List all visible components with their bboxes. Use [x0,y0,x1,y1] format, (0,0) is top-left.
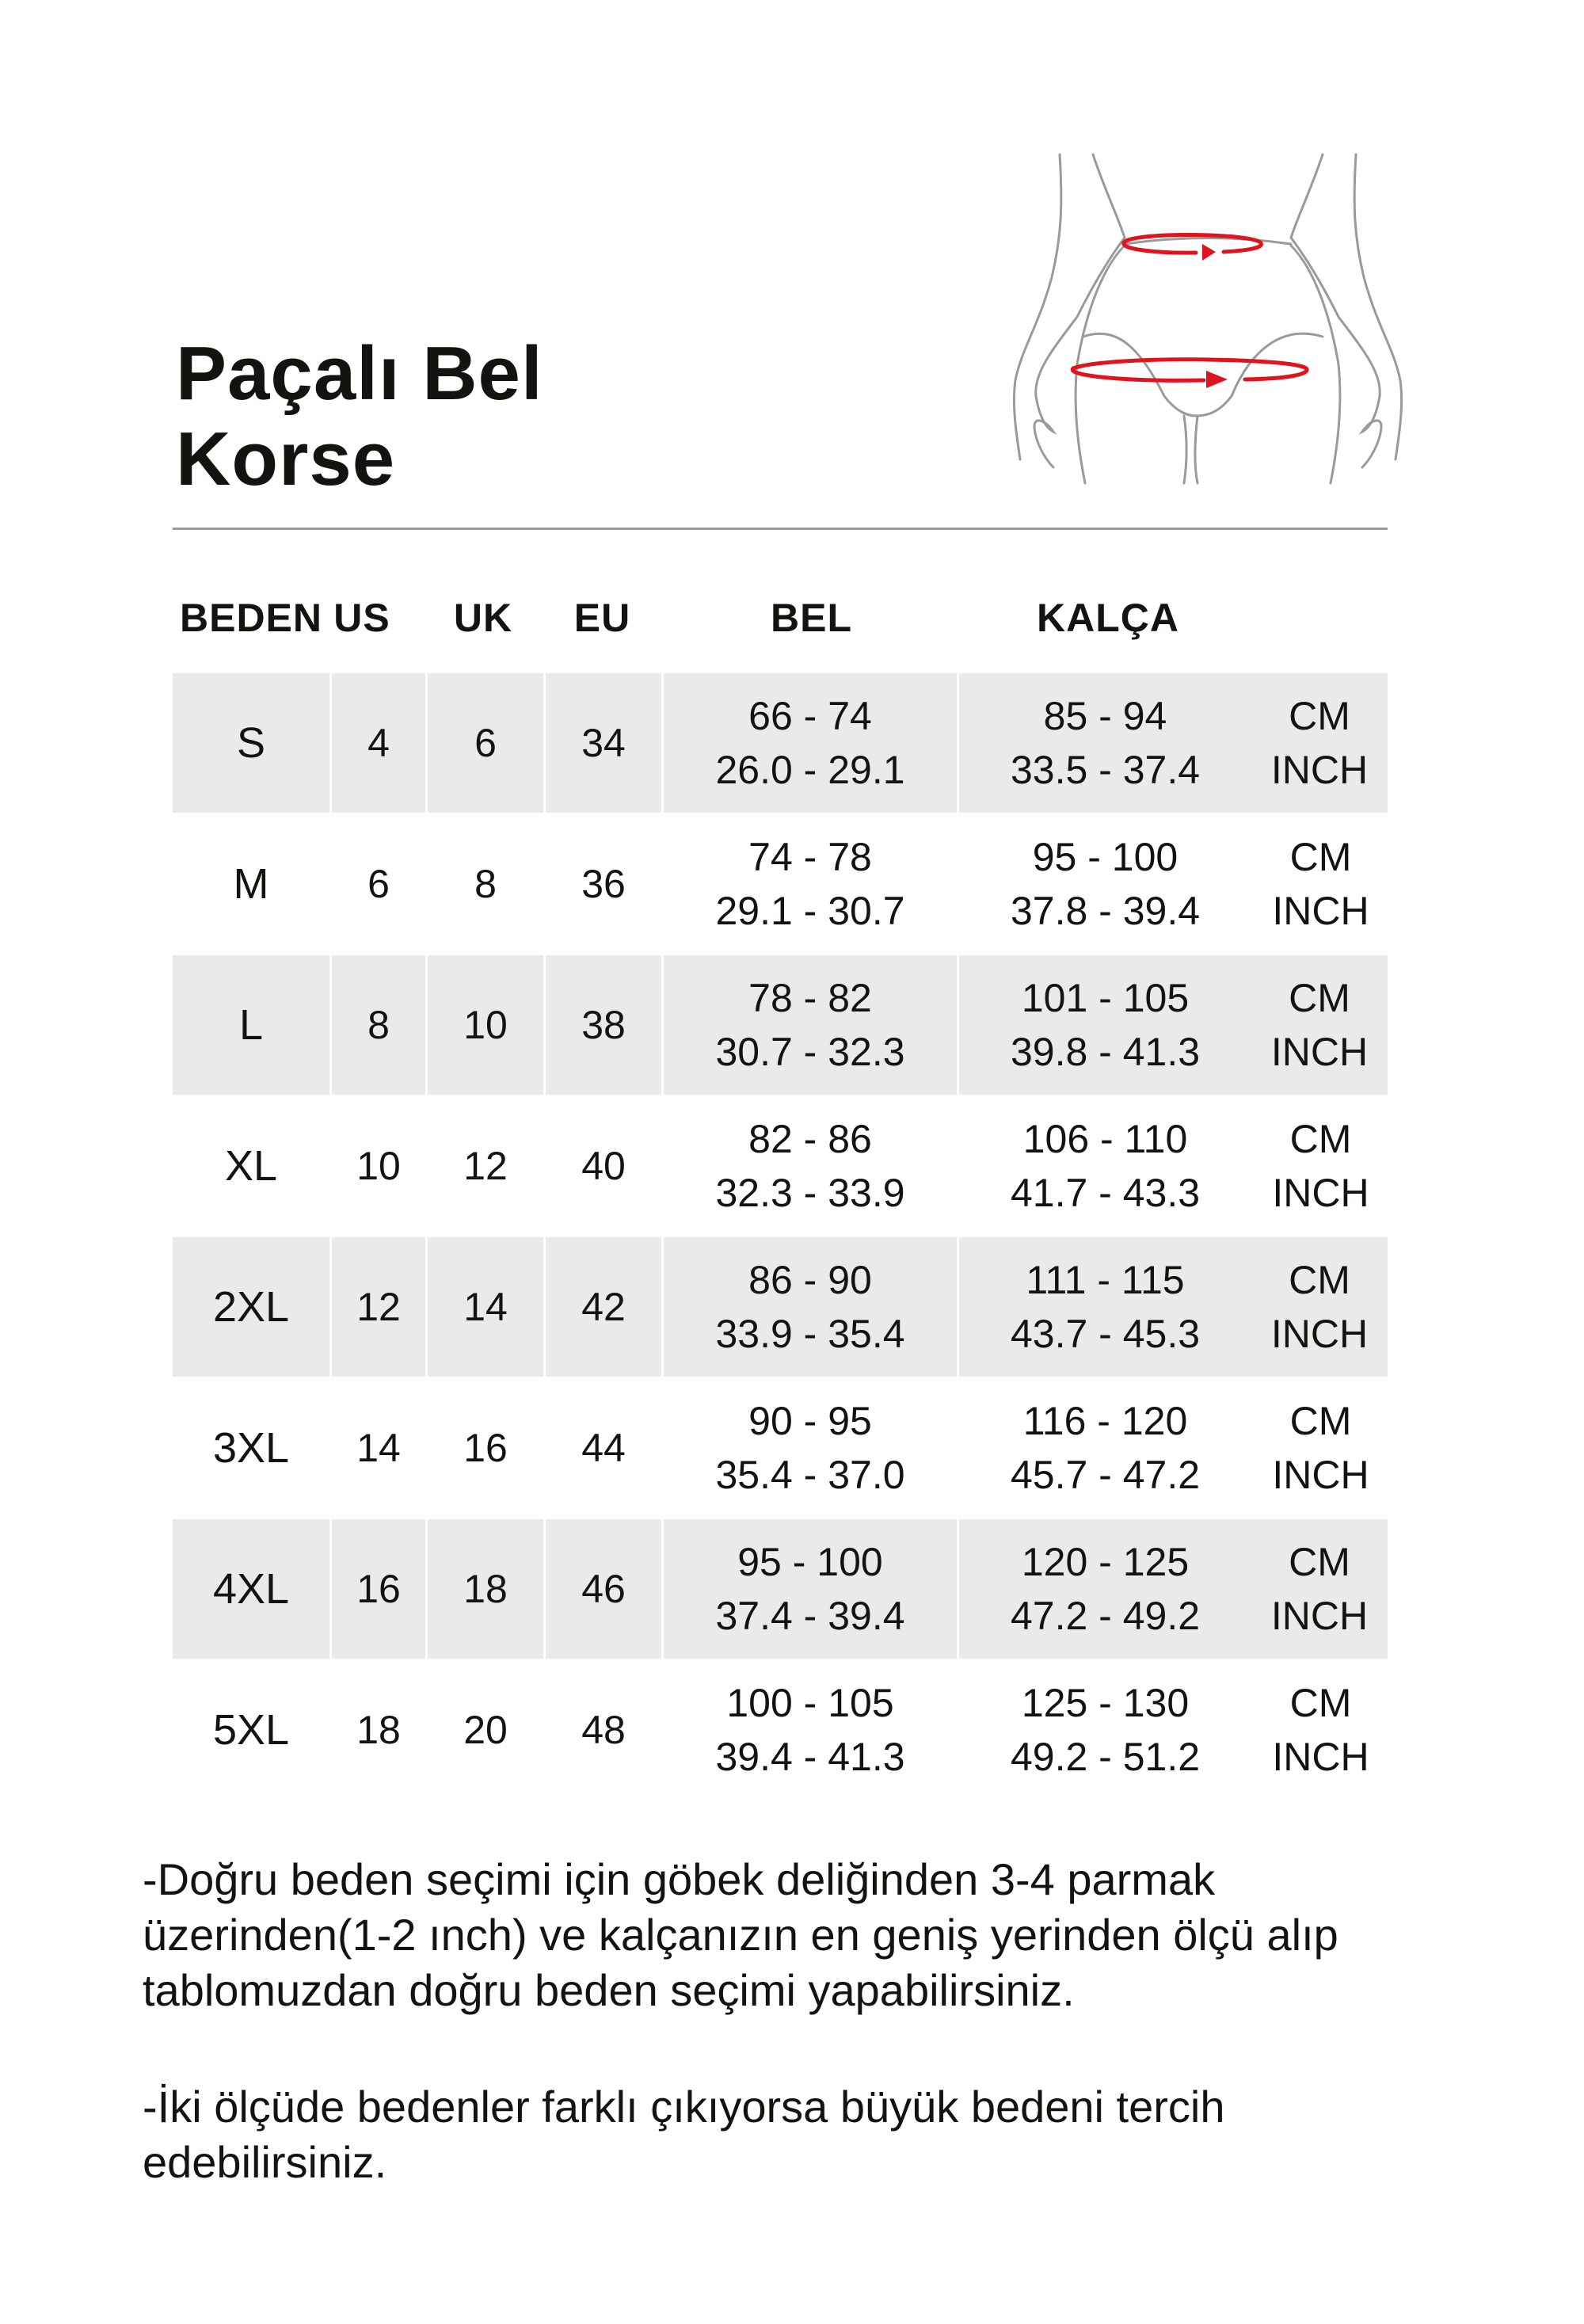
unit-inch: INCH [1270,1312,1369,1356]
us-cell [329,673,425,813]
hip-inch: 37.8 - 39.4 [1010,889,1201,933]
unit-cell [1251,1096,1388,1236]
uk-value: 16 [463,1426,508,1470]
unit-cm: CM [1289,1681,1352,1725]
header-uk: UK [453,596,513,640]
uk-cell [425,814,543,954]
unit-cm: CM [1289,976,1350,1020]
hip-cm: 95 - 100 [1032,835,1178,879]
size-cell [173,673,329,813]
us-cell [329,1660,425,1800]
unit-inch: INCH [1272,1735,1369,1779]
us-cell [329,1378,425,1518]
header-size: BEDEN [179,596,323,640]
size-value: 2XL [212,1283,290,1331]
hip-cm: 116 - 120 [1022,1399,1188,1443]
size-value: M [233,860,269,908]
size-cell [173,955,329,1095]
eu-cell [543,1378,661,1518]
title-line-1: Paçalı Bel [176,331,543,416]
uk-value: 10 [463,1003,508,1047]
size-table [173,673,1388,1801]
waist-cm: 78 - 82 [748,976,872,1020]
eu-value: 46 [581,1567,626,1611]
uk-value: 12 [463,1144,508,1188]
waist-cm: 90 - 95 [748,1399,872,1443]
waist-inch: 26.0 - 29.1 [715,748,905,792]
unit-inch: INCH [1272,889,1369,933]
uk-cell [425,1237,543,1377]
unit-cell [1251,1378,1388,1518]
hip-cell [957,1519,1251,1659]
waist-cm: 66 - 74 [748,694,872,738]
size-cell [173,1660,329,1800]
unit-cell [1251,814,1388,954]
waist-inch: 29.1 - 30.7 [715,889,905,933]
uk-cell [425,1519,543,1659]
waist-inch: 35.4 - 37.0 [715,1453,905,1497]
size-cell [173,814,329,954]
unit-cm: CM [1289,1540,1350,1584]
waist-inch: 33.9 - 35.4 [715,1312,905,1356]
sizing-note-larger-size: -İki ölçüde bedenler farklı çıkıyorsa büyük bedeni tercih edebilirsiniz. [143,2082,1225,2187]
table-row [173,1378,1388,1518]
eu-cell [543,1519,661,1659]
uk-cell [425,1660,543,1800]
us-value: 4 [367,721,390,765]
waist-inch: 30.7 - 32.3 [715,1030,905,1074]
unit-inch: INCH [1272,1171,1369,1215]
table-row [173,1660,1388,1800]
size-value: 5XL [212,1706,290,1754]
title-divider [173,528,1388,530]
us-value: 14 [356,1426,401,1470]
waist-inch: 37.4 - 39.4 [715,1594,905,1638]
hip-cell [957,1660,1251,1800]
hip-inch: 39.8 - 41.3 [1010,1030,1201,1074]
us-value: 8 [367,1003,390,1047]
uk-cell [425,1378,543,1518]
us-cell [329,814,425,954]
body-measurement-diagram-icon [990,143,1426,491]
size-cell [173,1378,329,1518]
hip-cell [957,1096,1251,1236]
uk-cell [425,1096,543,1236]
header-waist: BEL [771,596,852,640]
waist-cell [661,1378,957,1518]
hip-cell [957,814,1251,954]
header-eu: EU [573,596,631,640]
hip-inch: 49.2 - 51.2 [1010,1735,1201,1779]
eu-value: 42 [581,1285,626,1329]
table-row [173,1519,1388,1659]
eu-cell [543,814,661,954]
hip-cm: 125 - 130 [1021,1681,1190,1725]
unit-cm: CM [1289,835,1352,879]
us-value: 6 [367,862,390,906]
hip-cell [957,1237,1251,1377]
waist-cm: 95 - 100 [737,1540,883,1584]
waist-cell [661,1237,957,1377]
unit-cm: CM [1289,1258,1350,1302]
hip-cell [957,1378,1251,1518]
hip-inch: 47.2 - 49.2 [1010,1594,1201,1638]
hip-cm: 111 - 115 [1026,1258,1185,1302]
uk-value: 8 [474,862,497,906]
eu-value: 44 [581,1426,626,1470]
waist-cell [661,1660,957,1800]
table-row [173,814,1388,954]
unit-inch: INCH [1270,1594,1369,1638]
us-cell [329,1096,425,1236]
eu-value: 48 [581,1708,626,1752]
waist-cell [661,673,957,813]
unit-cm: CM [1289,694,1350,738]
us-cell [329,955,425,1095]
unit-cm: CM [1289,1399,1352,1443]
unit-cell [1251,955,1388,1095]
waist-inch: 39.4 - 41.3 [715,1735,905,1779]
unit-cm: CM [1289,1117,1352,1161]
eu-value: 38 [581,1003,626,1047]
hip-cm: 120 - 125 [1021,1540,1190,1584]
waist-cm: 82 - 86 [748,1117,872,1161]
header-us: US [333,596,390,640]
hip-cell [957,955,1251,1095]
us-value: 12 [356,1285,401,1329]
eu-cell [543,1096,661,1236]
hip-inch: 43.7 - 45.3 [1010,1312,1201,1356]
eu-cell [543,1660,661,1800]
unit-cell [1251,673,1388,813]
size-cell [173,1096,329,1236]
eu-value: 36 [581,862,626,906]
table-row [173,1096,1388,1236]
eu-cell [543,1237,661,1377]
uk-value: 18 [463,1567,508,1611]
waist-cm: 100 - 105 [726,1681,894,1725]
uk-value: 14 [463,1285,508,1329]
uk-value: 6 [474,721,497,765]
header-hip: KALÇA [1037,596,1179,640]
table-header [173,586,1388,650]
unit-inch: INCH [1272,1453,1369,1497]
uk-cell [425,673,543,813]
size-value: 3XL [212,1424,290,1472]
size-value: S [236,719,266,767]
waist-cell [661,814,957,954]
table-row [173,673,1388,813]
hip-inch: 33.5 - 37.4 [1010,748,1201,792]
unit-cell [1251,1237,1388,1377]
waist-cell [661,1519,957,1659]
us-value: 16 [356,1567,401,1611]
hip-cm: 106 - 110 [1022,1117,1188,1161]
table-row [173,955,1388,1095]
hip-inch: 45.7 - 47.2 [1010,1453,1201,1497]
waist-inch: 32.3 - 33.9 [715,1171,905,1215]
unit-cell [1251,1660,1388,1800]
unit-inch: INCH [1270,1030,1369,1074]
us-cell [329,1519,425,1659]
us-value: 18 [356,1708,401,1752]
us-value: 10 [356,1144,401,1188]
hip-cell [957,673,1251,813]
waist-cell [661,955,957,1095]
uk-cell [425,955,543,1095]
sizing-note-measurement: -Doğru beden seçimi için göbek deliğinden 3-4 parmak üzerinden(1-2 ınch) ve kalçanızın en geniş yerinden ölçü alıp tablomuzdan doğru beden seçimi yapabilirsiniz. [143,1854,1338,2015]
title-line-2: Korse [176,417,396,501]
unit-inch: INCH [1270,748,1369,792]
uk-value: 20 [463,1708,508,1752]
eu-cell [543,673,661,813]
hip-cm: 85 - 94 [1043,694,1167,738]
us-cell [329,1237,425,1377]
size-value: L [238,1001,264,1049]
unit-cell [1251,1519,1388,1659]
hip-cm: 101 - 105 [1021,976,1190,1020]
eu-value: 40 [581,1144,626,1188]
table-row [173,1237,1388,1377]
size-value: 4XL [212,1565,290,1613]
page-title [176,331,543,502]
size-value: XL [224,1142,278,1190]
waist-cell [661,1096,957,1236]
waist-cm: 86 - 90 [748,1258,872,1302]
eu-cell [543,955,661,1095]
eu-value: 34 [581,721,626,765]
hip-inch: 41.7 - 43.3 [1010,1171,1201,1215]
size-cell [173,1237,329,1377]
waist-cm: 74 - 78 [748,835,872,879]
size-cell [173,1519,329,1659]
